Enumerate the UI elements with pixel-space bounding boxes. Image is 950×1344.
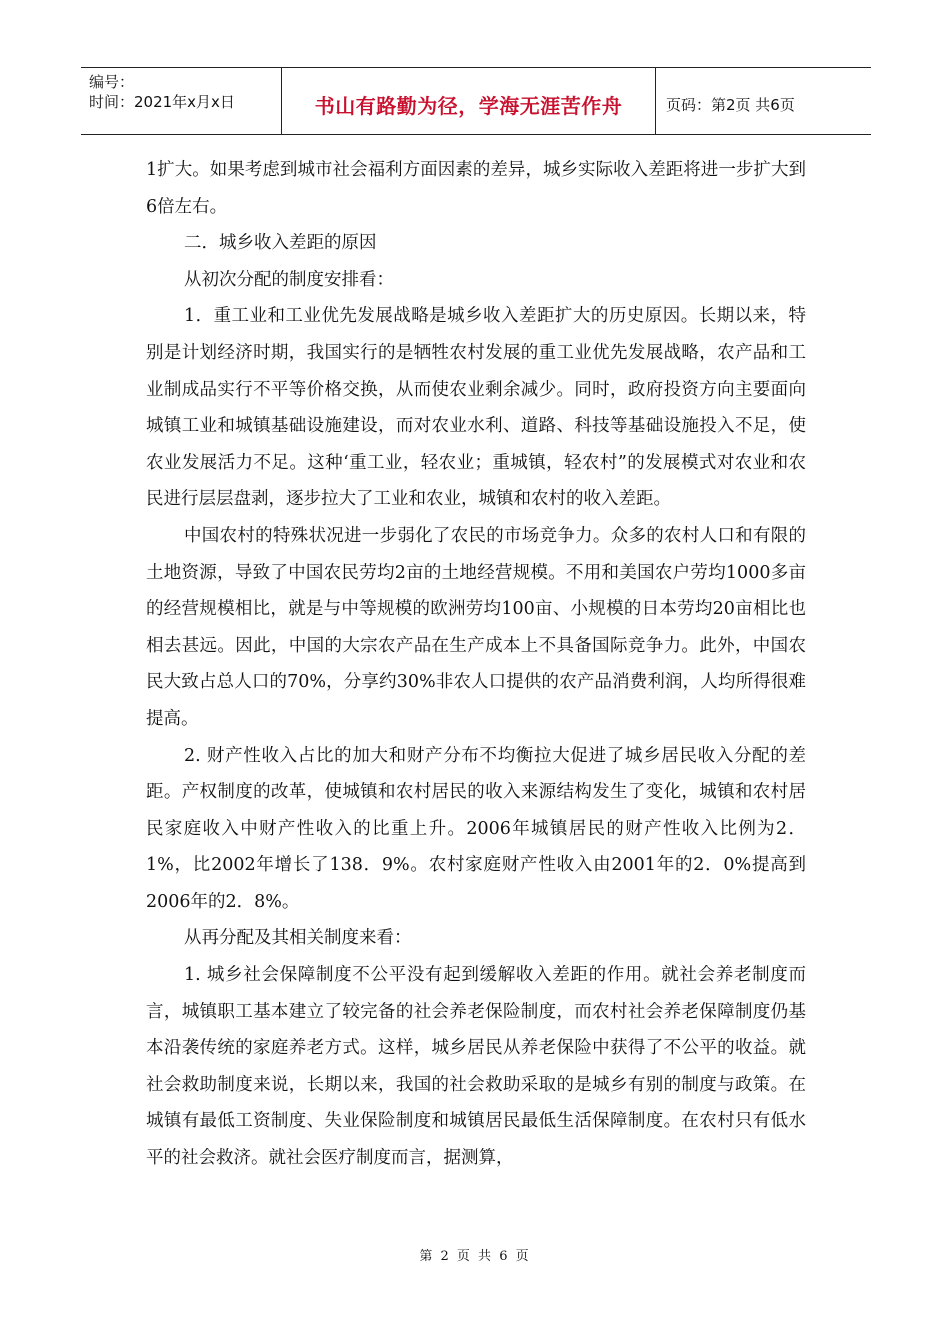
page-label: 页码：第2页 共6页: [666, 95, 795, 114]
paragraph: 2. 财产性收入占比的加大和财产分布不均衡拉大促进了城乡居民收入分配的差距。产权制度的改革，使城镇和农村居民的收入来源结构发生了变化，城镇和农村居民家庭收入中财产性收入的比重上升。2006年城镇居民的财产性收入比例为2．1%，比2002年增长了138．9%。农村家庭财产性收入由2001年的2．0%提高到2006年的2．8%。: [146, 745, 806, 912]
header-meta-cell: [81, 68, 282, 134]
subsection-heading: 从初次分配的制度安排看：: [184, 269, 394, 290]
header-motto-cell: [282, 68, 656, 134]
paragraph: 中国农村的特殊状况进一步弱化了农民的市场竞争力。众多的农村人口和有限的土地资源，导致了中国农民劳均2亩的土地经营规模。不用和美国农户劳均1000多亩的经营规模相比，就是与中等规模的欧洲劳均100亩、小规模的日本劳均20亩相比也相去甚远。因此，中国的大宗农产品在生产成本上不具备国际竞争力。此外，中国农民大致占总人口的70%，分享约30%非农人口提供的农产品消费利润，人均所得很难提高。: [146, 525, 806, 729]
subsection-heading: 从再分配及其相关制度来看：: [184, 928, 412, 949]
document-body: [146, 152, 806, 1177]
section-heading: 二．城乡收入差距的原因: [184, 233, 377, 254]
header-page-cell: [656, 68, 871, 134]
time-label: 时间：2021年x月x日: [89, 93, 235, 111]
paragraph: 1扩大。如果考虑到城市社会福利方面因素的差异，城乡实际收入差距将进一步扩大到6倍左右。: [146, 160, 806, 217]
serial-label: 编号：: [89, 73, 135, 91]
paragraph: 1．重工业和工业优先发展战略是城乡收入差距扩大的历史原因。长期以来，特别是计划经济时期，我国实行的是牺牲农村发展的重工业优先发展战略，农产品和工业制成品实行不平等价格交换，从而使农业剩余减少。同时，政府投资方向主要面向城镇工业和城镇基础设施建设，而对农业水利、道路、科技等基础设施投入不足，使农业发展活力不足。这种‘重工业，轻农业；重城镇，轻农村”的发展模式对农业和农民进行层层盘剥，逐步拉大了工业和农业，城镇和农村的收入差距。: [146, 306, 806, 510]
motto: 书山有路勤为径，学海无涯苦作舟: [314, 93, 623, 118]
paragraph: 1. 城乡社会保障制度不公平没有起到缓解收入差距的作用。就社会养老制度而言，城镇职工基本建立了较完备的社会养老保险制度，而农村社会养老保障制度仍基本沿袭传统的家庭养老方式。这样，城乡居民从养老保险中获得了不公平的收益。就社会救助制度来说，长期以来，我国的社会救助采取的是城乡有别的制度与政策。在城镇有最低工资制度、失业保险制度和城镇居民最低生活保障制度。在农村只有低水平的社会救济。就社会医疗制度而言，据测算，: [146, 965, 806, 1169]
header-table: [81, 67, 871, 135]
page-footer: 第 2 页 共 6 页: [419, 1249, 531, 1264]
